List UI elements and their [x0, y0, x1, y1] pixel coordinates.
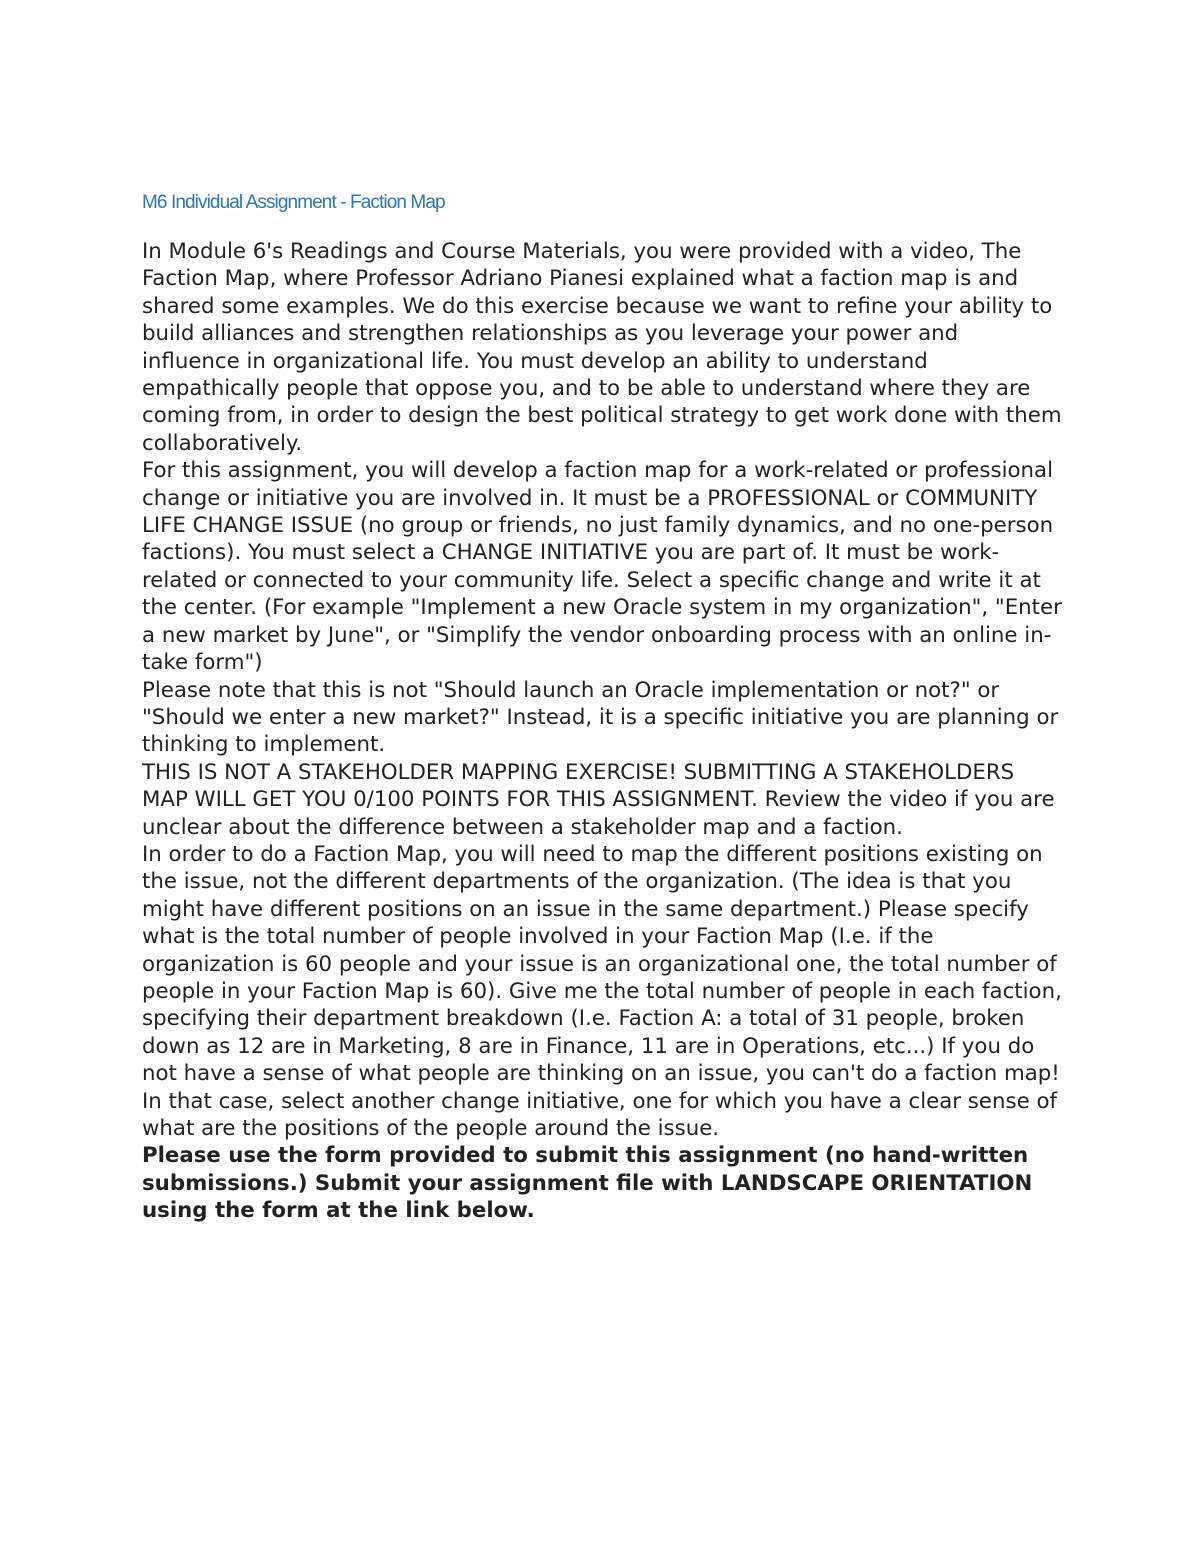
paragraph-warning: THIS IS NOT A STAKEHOLDER MAPPING EXERCISE! SUBMITTING A STAKEHOLDERS MAP WILL GET YOU 0/100 POINTS FOR THIS ASSIGNMENT. Review the video if you are unclear about the difference between a stakeholder map and a faction.: [142, 759, 1055, 840]
paragraph-submission: Please use the form provided to submit this assignment (no hand-written submissions.) Submit your assignment file with LANDSCAPE ORIENTATION using the form at the link below.: [142, 1143, 1033, 1224]
paragraph-instructions: In order to do a Faction Map, you will need to map the different positions existing on the issue, not the different departments of the organization. (The idea is that you might have different positions on an issue in the same department.) Please specify what is the total number of people involved in your Faction Map (I.e. if the organization is 60 people and your issue is an organizational one, the total number of people in your Faction Map is 60). Give me the total number of people in each faction, specifying their department breakdown (I.e. Faction A: a total of 31 people, broken down as 12 are in Marketing, 8 are in Finance, 11 are in Operations, etc...) If you do not have a sense of what people are thinking on an issue, you can't do a faction map! In that case, select another change initiative, one for which you have a clear sense of what are the positions of the people around the issue.: [142, 841, 1062, 1141]
paragraph-note: Please note that this is not "Should launch an Oracle implementation or not?" or "Should we enter a new market?" Instead, it is a specific initiative you are planning or thinking to implement.: [142, 677, 1059, 758]
paragraph-assignment: For this assignment, you will develop a faction map for a work-related or professional change or initiative you are involved in. It must be a PROFESSIONAL or COMMUNITY LIFE CHANGE ISSUE (no group or friends, no just family dynamics, and no one-person factions). You must select a CHANGE INITIATIVE you are part of. It must be work-related or connected to your community life. Select a specific change and write it at the center. (For example "Implement a new Oracle system in my organization", "Enter a new market by June", or "Simplify the vendor onboarding process with an online in-take form"): [142, 458, 1062, 676]
document-title: M6 Individual Assignment - Faction Map: [142, 192, 445, 213]
paragraph-intro: In Module 6's Readings and Course Materials, you were provided with a video, The Faction Map, where Professor Adriano Pianesi explained what a faction map is and shared some examples. We do this exercise because we want to refine your ability to build alliances and strengthen relationships as you leverage your power and influence in organizational life. You must develop an ability to understand empathically people that oppose you, and to be able to understand where they are coming from, in order to design the best political strategy to get work done with them collaboratively.: [142, 239, 1062, 456]
document-body: [142, 190, 1062, 1225]
